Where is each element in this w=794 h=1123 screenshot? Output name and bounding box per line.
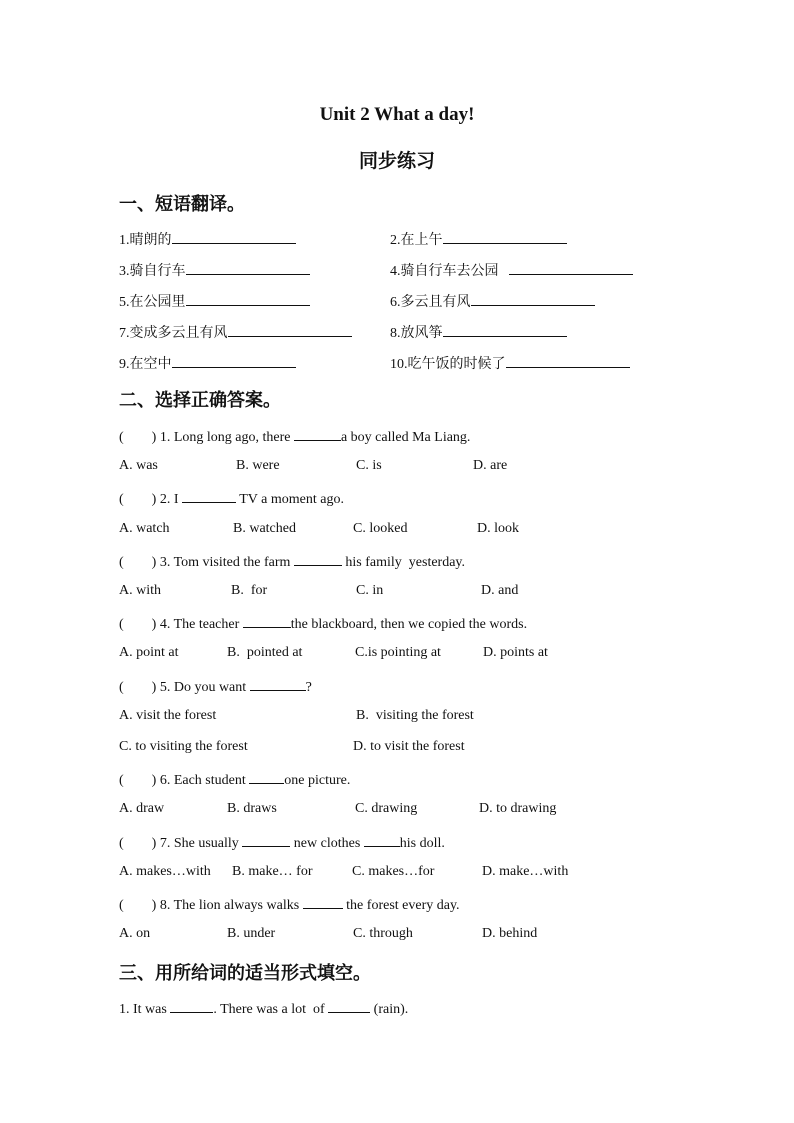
vocab-item: 4.骑自行车去公园 <box>390 260 633 281</box>
answer-paren[interactable]: ( ) <box>119 680 157 695</box>
answer-blank[interactable] <box>364 832 400 847</box>
answer-blank[interactable] <box>170 998 213 1013</box>
vocab-item: 8.放风筝 <box>390 322 567 343</box>
option-b: B. for <box>231 583 268 598</box>
vocab-item: 3.骑自行车 <box>119 260 310 281</box>
option-d: D. to drawing <box>479 801 557 816</box>
option-a: A. was <box>119 458 158 473</box>
option-a: A. with <box>119 583 161 598</box>
option-d: D. look <box>477 521 519 536</box>
question-6: ( ) 6. Each student one picture. <box>119 769 350 790</box>
vocab-item: 2.在上午 <box>390 229 567 250</box>
answer-blank[interactable] <box>172 229 296 244</box>
option-d: D. behind <box>482 926 538 941</box>
option-a: A. visit the forest <box>119 708 217 723</box>
option-a: A. makes…with <box>119 864 211 879</box>
vocab-item: 9.在空中 <box>119 353 296 374</box>
option-a: A. on <box>119 926 151 941</box>
section-heading-fill: 三、用所给词的适当形式填空。 <box>119 963 371 984</box>
vocab-item: 5.在公园里 <box>119 291 310 312</box>
option-c: C. in <box>356 583 384 598</box>
answer-blank[interactable] <box>249 769 284 784</box>
answer-paren[interactable]: ( ) <box>119 555 157 570</box>
answer-blank[interactable] <box>186 260 310 275</box>
section-heading-choice: 二、选择正确答案。 <box>119 390 281 411</box>
answer-blank[interactable] <box>294 551 342 566</box>
option-b: B. watched <box>233 521 296 536</box>
option-c: C.is pointing at <box>355 645 441 660</box>
answer-blank[interactable] <box>186 291 310 306</box>
option-c: C. drawing <box>355 801 418 816</box>
answer-blank[interactable] <box>471 291 595 306</box>
vocab-item: 10.吃午饭的时候了 <box>390 353 630 374</box>
question-5: ( ) 5. Do you want ? <box>119 676 312 697</box>
answer-blank[interactable] <box>506 353 630 368</box>
option-c: C. makes…for <box>352 864 435 879</box>
answer-blank[interactable] <box>243 613 291 628</box>
question-2: ( ) 2. I TV a moment ago. <box>119 488 344 509</box>
vocab-item: 7.变成多云且有风 <box>119 322 352 343</box>
option-a: A. point at <box>119 645 179 660</box>
option-d: D. and <box>481 583 519 598</box>
answer-blank[interactable] <box>443 322 567 337</box>
question-7: ( ) 7. She usually new clothes his doll. <box>119 832 445 853</box>
question-3: ( ) 3. Tom visited the farm his family yesterday. <box>119 551 465 572</box>
option-d: D. points at <box>483 645 548 660</box>
page-title: Unit 2 What a day! <box>319 104 475 125</box>
answer-blank[interactable] <box>509 260 633 275</box>
question-1: ( ) 1. Long long ago, there a boy called Ma Liang. <box>119 426 470 447</box>
answer-blank[interactable] <box>443 229 567 244</box>
answer-blank[interactable] <box>182 488 236 503</box>
vocab-item: 1.晴朗的 <box>119 229 296 250</box>
fill-question-1: 1. It was . There was a lot of (rain). <box>119 998 408 1019</box>
option-b: B. pointed at <box>227 645 303 660</box>
section-heading-translation: 一、短语翻译。 <box>119 194 245 215</box>
answer-paren[interactable]: ( ) <box>119 492 157 507</box>
option-c: C. looked <box>353 521 408 536</box>
option-c: C. through <box>353 926 413 941</box>
answer-paren[interactable]: ( ) <box>119 430 157 445</box>
question-8: ( ) 8. The lion always walks the forest every day. <box>119 894 460 915</box>
option-b: B. visiting the forest <box>356 708 474 723</box>
option-d: D. to visit the forest <box>353 739 465 754</box>
option-b: B. under <box>227 926 276 941</box>
option-a: A. watch <box>119 521 170 536</box>
question-4: ( ) 4. The teacher the blackboard, then we copied the words. <box>119 613 527 634</box>
option-d: D. are <box>473 458 508 473</box>
option-b: B. make… for <box>232 864 313 879</box>
answer-paren[interactable]: ( ) <box>119 836 157 851</box>
answer-paren[interactable]: ( ) <box>119 898 157 913</box>
page-subtitle: 同步练习 <box>358 151 435 172</box>
option-b: B. draws <box>227 801 277 816</box>
answer-blank[interactable] <box>242 832 290 847</box>
answer-blank[interactable] <box>172 353 296 368</box>
answer-blank[interactable] <box>294 426 341 441</box>
answer-paren[interactable]: ( ) <box>119 617 157 632</box>
answer-paren[interactable]: ( ) <box>119 773 157 788</box>
option-b: B. were <box>236 458 280 473</box>
answer-blank[interactable] <box>328 998 370 1013</box>
option-a: A. draw <box>119 801 165 816</box>
option-c: C. is <box>356 458 382 473</box>
option-c: C. to visiting the forest <box>119 739 248 754</box>
option-d: D. make…with <box>482 864 569 879</box>
vocab-item: 6.多云且有风 <box>390 291 595 312</box>
answer-blank[interactable] <box>303 894 343 909</box>
answer-blank[interactable] <box>228 322 352 337</box>
answer-blank[interactable] <box>250 676 306 691</box>
